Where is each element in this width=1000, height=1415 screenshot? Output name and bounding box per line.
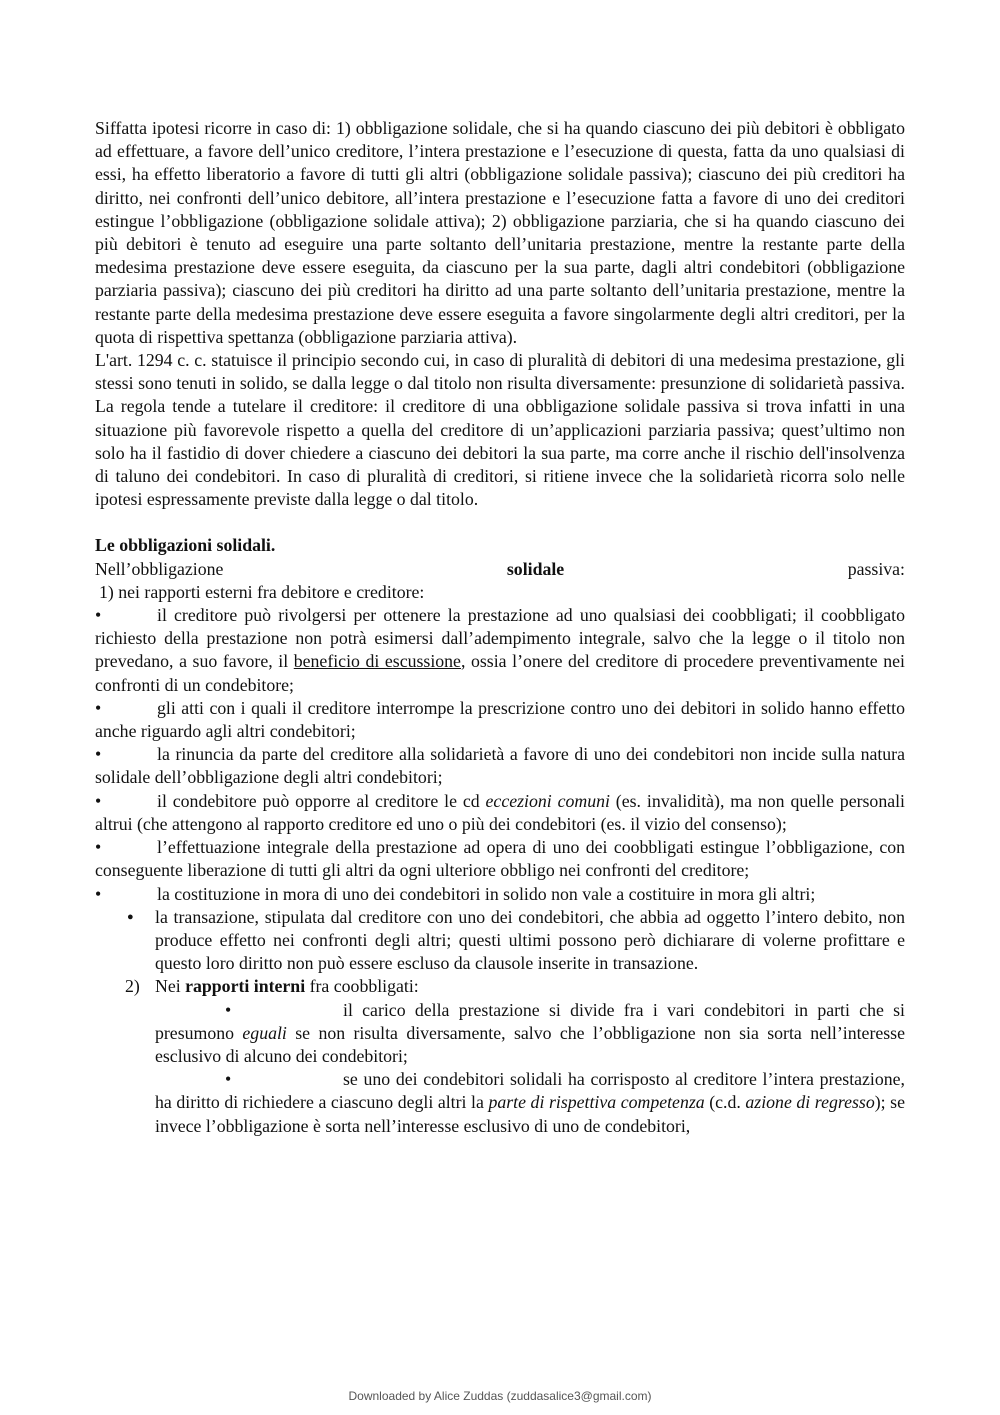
- bullet-icon: •: [95, 790, 102, 811]
- list-item: • l’effettuazione integrale della prestazione ad opera di uno dei coobbligati estingue l’obbligazione, con conseguente liberazione di tutti gli altri da ogni ulteriore obbligo nei confronti del creditore;: [95, 837, 905, 881]
- spread-line: [95, 558, 905, 581]
- bullet-icon: •: [225, 1069, 232, 1090]
- list-item: • la costituzione in mora di uno dei condebitori in solido non vale a costituire in mora gli altri;: [95, 883, 905, 906]
- bullet-icon: •: [95, 697, 102, 718]
- bullet-icon: •: [95, 605, 102, 626]
- underlined-term: beneficio di escussione: [293, 651, 461, 672]
- spread-middle: solidale: [506, 558, 565, 579]
- bullet-icon: •: [95, 837, 102, 858]
- list-item: • gli atti con i quali il creditore interrompe la prescrizione contro uno dei debitori in solido hanno effetto anche riguardo agli altri condebitori;: [95, 697, 905, 742]
- list-item: ● la transazione, stipulata dal creditore con uno dei condebitori, che abbia ad oggetto l’intero debito, non produce effetto nei confronti degli altri; questi ultimi possono però dichiarare di volerne profittare e questo loro diritto non può essere escluso da clausole inserite in transazione.: [127, 906, 905, 974]
- bold-term: rapporti interni: [185, 976, 306, 997]
- list-item: • se uno dei condebitori solidali ha corrisposto al creditore l’intera prestazione, ha diritto di richiedere a ciascuno degli altri la parte di rispettiva competenza (c.d. azione di regresso); se invece l’obbligazione è sorta nell’interesse esclusivo di uno de condebitori,: [155, 1069, 905, 1136]
- list-item: • il carico della prestazione si divide fra i vari condebitori in parti che si presumono eguali se non risulta diversamente, salvo che l’obbligazione non sia sorta nell’interesse esclusivo di alcuno dei condebitori;: [155, 999, 905, 1066]
- spread-right: passiva:: [847, 558, 905, 579]
- bullet-icon: •: [95, 744, 102, 765]
- section-heading: Le obbligazioni solidali.: [95, 535, 276, 556]
- italic-term: parte di rispettiva competenza: [488, 1092, 705, 1113]
- download-footer: Downloaded by Alice Zuddas (zuddasalice3@gmail.com): [348, 1389, 652, 1403]
- list-item-2-title: 2) Nei rapporti interni fra coobbligati:: [125, 976, 419, 997]
- paragraph-2: L'art. 1294 c. c. statuisce il principio secondo cui, in caso di pluralità di debitori di una medesima prestazione, gli stessi sono tenuti in solido, se dalla legge o dal titolo non risulta diversamente: presunzione di solidarietà passiva. La regola tende a tutelare il creditore: il creditore di una obbligazione solidale passiva si trova infatti in una situazione più favorevole rispetto a quella del creditore di un’applicazioni parziaria passiva; quest’ultimo non solo ha il fastidio di dover chiedere a ciascuno dei debitori la sua parte, ma corre anche il rischio dell'insolvenza di taluno dei condebitori. In caso di pluralità di creditori, si ritiene invece che la solidarietà ricorra solo nelle ipotesi espressamente previste dalla legge o dal titolo.: [95, 350, 905, 510]
- document-page: [95, 117, 905, 1138]
- bullet-icon: •: [225, 999, 232, 1020]
- italic-term: eccezioni comuni: [485, 790, 610, 811]
- list-item-1-title: 1) nei rapporti esterni fra debitore e creditore:: [99, 581, 425, 602]
- paragraph-1: Siffatta ipotesi ricorre in caso di: 1) obbligazione solidale, che si ha quando ciascuno dei più debitori è obbligato ad effettuare, a favore dell’unico creditore, l’intera prestazione e l’esecuzione di questa, fatta da uno qualsiasi di essi, ha effetto liberatorio a favore di tutti gli altri (obbligazione solidale passiva); ciascuno dei più creditori ha diritto, nei confronti dell’unico debitore, all’intera prestazione e l’esecuzione fatta a favore di uno dei creditori estingue l’obbligazione (obbligazione solidale attiva); 2) obbligazione parziaria, che si ha quando ciascuno dei più debitori è tenuto ad eseguire una parte soltanto dell’unitaria prestazione, mentre la restante parte della medesima prestazione deve essere eseguita, da ciascuno per la sua parte, dagli altri condebitori (obbligazione parziaria passiva); ciascuno dei più creditori ha diritto ad una parte soltanto dell’unitaria prestazione, mentre la restante parte della medesima prestazione deve essere eseguita a favore singolarmente degli altri creditori, per la quota di rispettiva spettanza (obbligazione parziaria attiva).: [95, 118, 905, 347]
- spread-left: Nell’obbligazione: [95, 558, 224, 579]
- list-item: • la rinuncia da parte del creditore alla solidarietà a favore di uno dei condebitori non incide sulla natura solidale dell’obbligazione degli altri condebitori;: [95, 744, 905, 788]
- round-bullet-icon: ●: [127, 910, 134, 923]
- list-item: • il condebitore può opporre al creditore le cd eccezioni comuni (es. invalidità), ma non quelle personali altrui (che attengono al rapporto creditore ed uno o più dei condebitori (es. il vizio del consenso);: [95, 790, 905, 834]
- italic-term: azione di regresso: [745, 1092, 875, 1113]
- bullet-icon: •: [95, 883, 102, 904]
- italic-term: eguali: [242, 1022, 287, 1043]
- list-item: • il creditore può rivolgersi per ottenere la prestazione ad uno qualsiasi dei coobbligati; il coobbligato richiesto della prestazione non potrà esimersi dall’adempimento integrale, salvo che la legge o il titolo non prevedano, a suo favore, il beneficio di escussione, ossia l’onere del creditore di procedere preventivamente nei confronti di un condebitore;: [95, 605, 905, 695]
